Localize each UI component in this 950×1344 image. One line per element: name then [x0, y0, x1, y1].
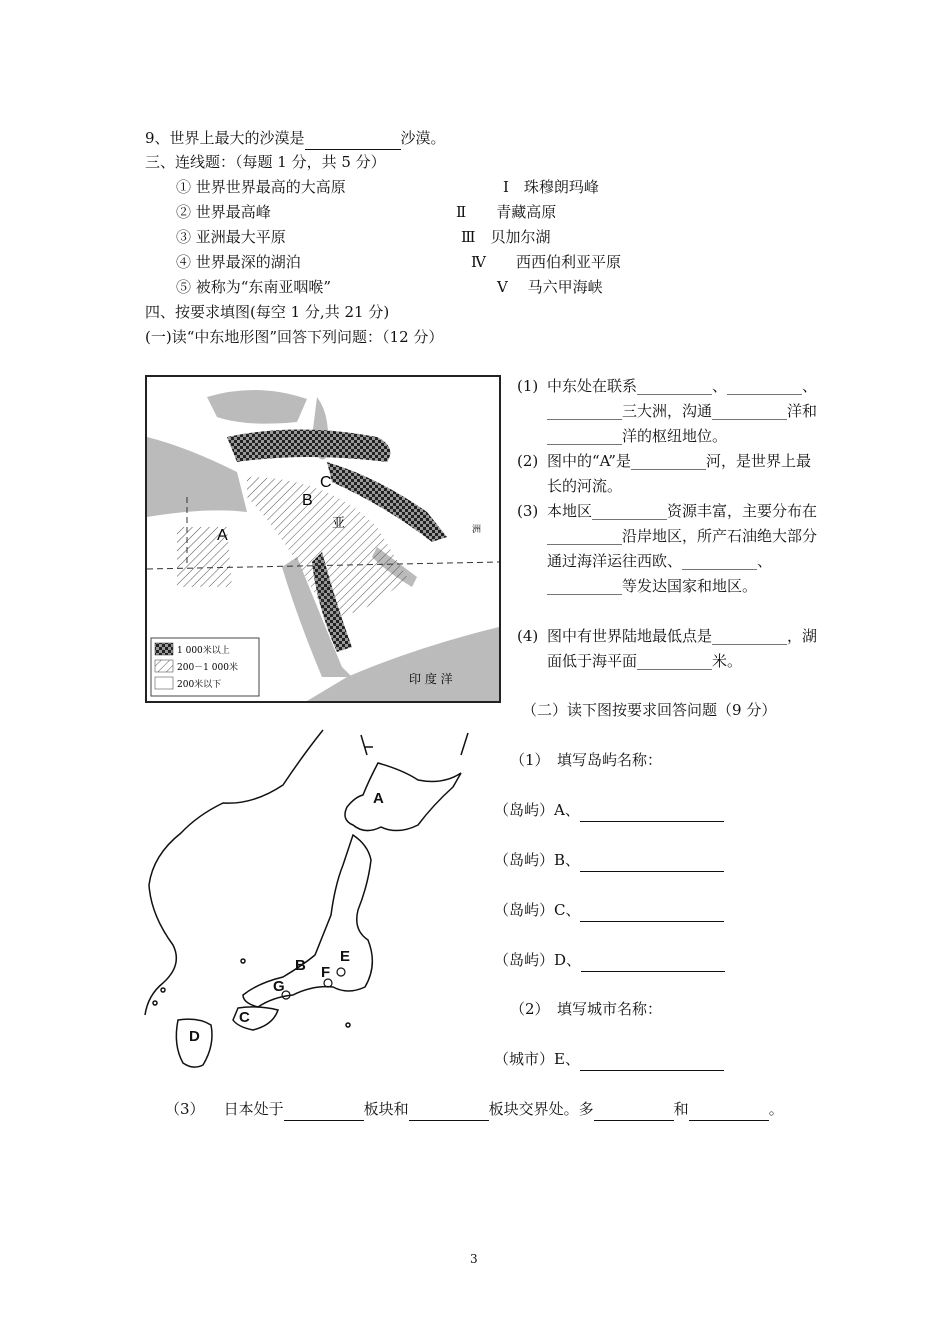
- map-label-a: A: [217, 527, 228, 544]
- q-num: (1): [517, 377, 539, 395]
- match-left-1: ① 世界世界最高的大高原: [176, 178, 346, 196]
- answer-blank[interactable]: [580, 1048, 724, 1071]
- section-3-title: 三、连线题：（每题 1 分，共 5 分）: [145, 153, 386, 171]
- japan-label-e: E: [340, 948, 351, 965]
- answer-blank[interactable]: [409, 1098, 489, 1121]
- answer-blank[interactable]: [284, 1098, 364, 1121]
- city-label: （城市）E、: [494, 1050, 580, 1068]
- japan-label-b: B: [295, 957, 306, 974]
- part-2-q1: （1） 填写岛屿名称：: [510, 751, 663, 769]
- island-b-row: [494, 849, 724, 872]
- match-left-5: ⑤ 被称为“东南亚咽喉”: [176, 278, 332, 296]
- match-right-4: Ⅳ 西西伯利亚平原: [471, 253, 621, 271]
- island-label: （岛屿）D、: [494, 951, 582, 969]
- island-label: （岛屿）A、: [494, 801, 580, 819]
- legend-1: 1 000米以上: [177, 646, 230, 656]
- legend-3: 200米以下: [177, 680, 222, 690]
- q3-text: 板块和: [363, 1100, 409, 1118]
- answer-blank[interactable]: [580, 899, 724, 922]
- me-question-1: [517, 374, 817, 449]
- japan-map: [143, 725, 483, 1095]
- japan-label-d: D: [189, 1028, 200, 1045]
- match-right-1: Ⅰ 珠穆朗玛峰: [503, 178, 599, 196]
- q-num: (3): [517, 502, 539, 520]
- legend-2: 200－1 000米: [177, 663, 238, 673]
- city-e-row: [494, 1048, 724, 1071]
- match-right-3: Ⅲ 贝加尔湖: [461, 228, 551, 246]
- me-question-4: [517, 624, 817, 674]
- match-left-4: ④ 世界最深的湖泊: [176, 253, 301, 271]
- map-label-africa: 洲: [472, 525, 482, 535]
- match-left-2: ② 世界最高峰: [176, 203, 271, 221]
- match-left-3: ③ 亚洲最大平原: [176, 228, 286, 246]
- q3-text: 。: [768, 1100, 784, 1118]
- q3-num: （3）: [165, 1100, 205, 1118]
- japan-label-c: C: [239, 1009, 250, 1026]
- q-text: 图中有世界陆地最低点是__________，湖面低于海平面__________米。: [547, 627, 818, 670]
- q-text: 中东处在联系__________、__________、__________三大洲，沟通__________洋和__________洋的枢纽地位。: [547, 377, 818, 445]
- island-c-row: [494, 899, 724, 922]
- part-1-title: (一)读“中东地形图”回答下列问题：（12 分）: [145, 328, 444, 346]
- answer-blank[interactable]: [580, 849, 724, 872]
- q9-text: 9、世界上最大的沙漠是: [145, 129, 305, 147]
- map-label-b: B: [302, 492, 313, 509]
- me-question-2: [517, 449, 817, 499]
- japan-label-g: G: [273, 978, 285, 995]
- island-a-row: [494, 799, 724, 822]
- island-label: （岛屿）B、: [494, 851, 581, 869]
- q3-text: 板块交界处。多: [488, 1100, 594, 1118]
- island-d-row: [494, 949, 725, 972]
- japan-label-a: A: [373, 790, 384, 807]
- match-right-5: Ⅴ 马六甲海峡: [497, 278, 603, 296]
- island-label: （岛屿）C、: [494, 901, 581, 919]
- q-num: (2): [517, 452, 539, 470]
- map-legend: [151, 638, 259, 696]
- city-e-marker: [337, 968, 345, 976]
- me-question-3: [517, 499, 817, 599]
- part-2-q2: （2） 填写城市名称：: [510, 1000, 663, 1018]
- q-num: (4): [517, 627, 539, 645]
- map-label-asia: 亚: [332, 516, 346, 531]
- map-label-ocean: 印 度 洋: [409, 672, 453, 686]
- q3-text: 日本处于: [223, 1100, 284, 1118]
- middle-east-map: [145, 375, 501, 703]
- answer-blank[interactable]: [594, 1098, 674, 1121]
- match-right-2: Ⅱ 青藏高原: [456, 203, 557, 221]
- part-2-title: （二）读下图按要求回答问题（9 分）: [522, 701, 777, 719]
- q-text: 本地区__________资源丰富，主要分布在__________沿岸地区，所产石油绝大部分通过海洋运往西欧、__________、__________等发达国家和地区。: [547, 502, 818, 595]
- page-number: 3: [470, 1252, 478, 1266]
- map-label-c: C: [320, 474, 332, 491]
- question-9: [145, 127, 446, 150]
- part-2-q3: [165, 1098, 784, 1121]
- answer-blank[interactable]: [580, 799, 724, 822]
- q-text: 图中的“A”是__________河，是世界上最长的河流。: [547, 452, 811, 495]
- answer-blank[interactable]: [305, 127, 401, 150]
- q3-text: 和: [673, 1100, 689, 1118]
- answer-blank[interactable]: [581, 949, 725, 972]
- japan-label-f: F: [321, 964, 331, 981]
- answer-blank[interactable]: [689, 1098, 769, 1121]
- section-4-title: 四、按要求填图(每空 1 分,共 21 分): [145, 303, 390, 321]
- q9-suffix: 沙漠。: [400, 129, 446, 147]
